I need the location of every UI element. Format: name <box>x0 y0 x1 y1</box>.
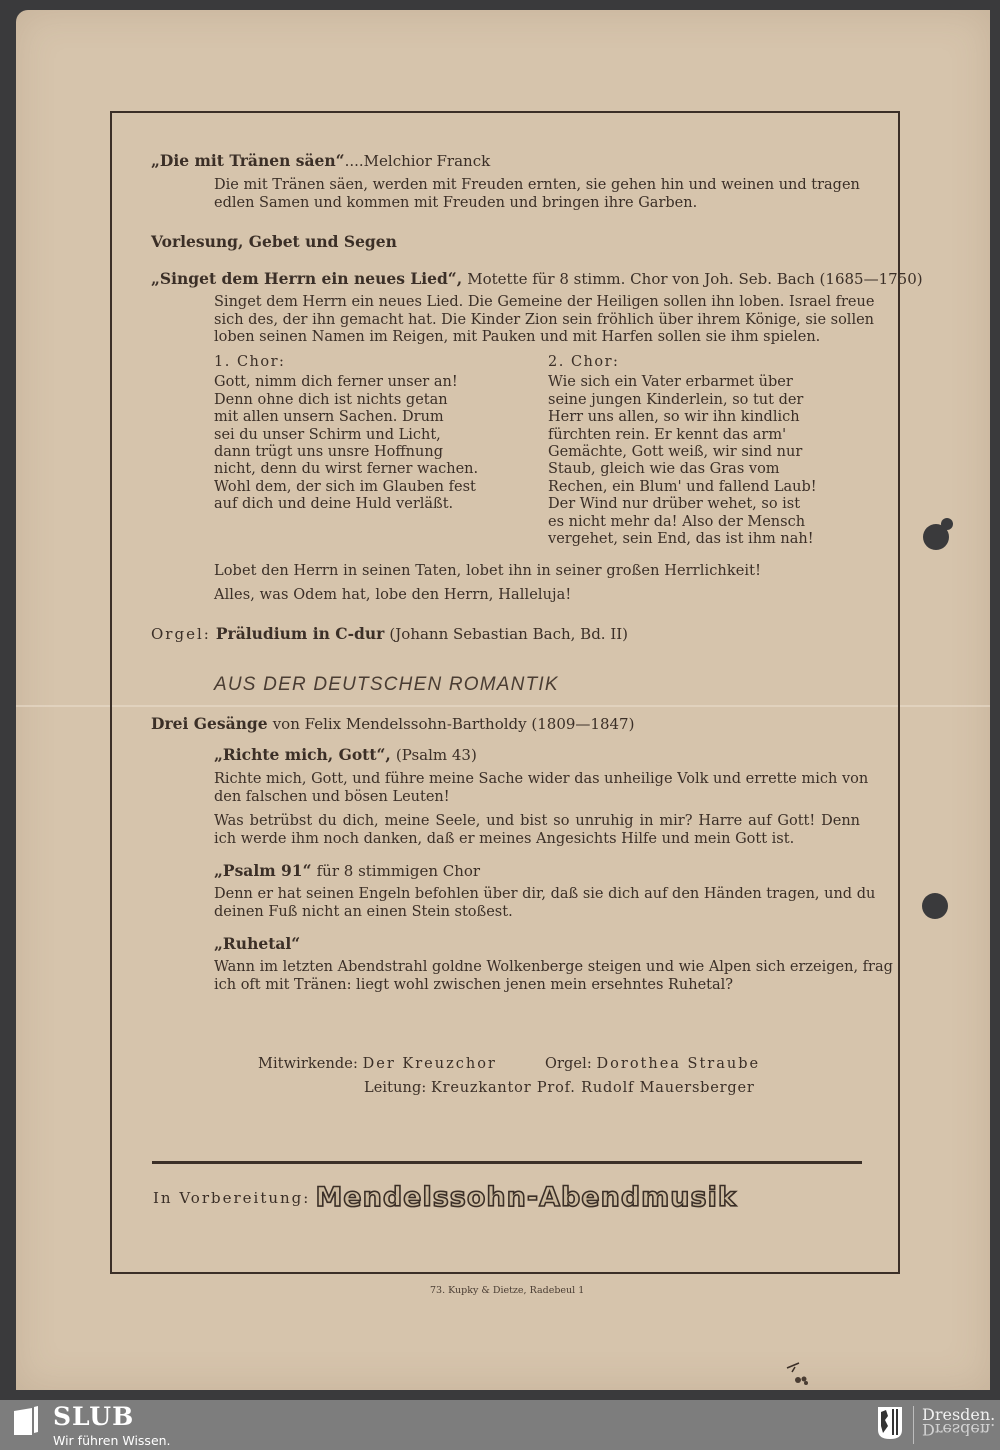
work-title: Drei Gesänge <box>151 714 268 733</box>
song-detail: für 8 stimmigen Chor <box>316 862 481 880</box>
text-line: sich des, der ihn gemacht hat. Die Kinder Zion sein fröhlich über ihrem Könige, sie sollen <box>214 311 875 328</box>
book-logo-icon[interactable] <box>12 1405 42 1437</box>
verse-line: Wohl dem, der sich im Glauben fest <box>214 478 476 495</box>
punch-hole <box>922 893 948 919</box>
choir-label: 2. Chor: <box>548 354 620 370</box>
work-subtitle: von Felix Mendelssohn-Bartholdy (1809—1847) <box>272 715 635 733</box>
printer-imprint: 73. Kupky & Dietze, Radebeul 1 <box>430 1285 585 1296</box>
choir-1-column <box>214 354 478 514</box>
credit-label: Leitung: <box>364 1080 427 1096</box>
closing-line: Lobet den Herrn in seinen Taten, lobet ihn in seiner großen Herrlichkeit! <box>214 563 762 579</box>
verse-line: Gott, nimm dich ferner unser an! <box>214 374 458 391</box>
dresden-crest-icon[interactable] <box>877 1406 903 1440</box>
program-item-organ-prelude <box>151 624 628 643</box>
organist-credit <box>545 1056 760 1074</box>
text-line: ich oft mit Tränen: liegt wohl zwischen jenen mein ersehntes Ruhetal? <box>214 976 734 993</box>
punch-hole <box>923 524 949 550</box>
song-heading <box>214 745 477 764</box>
announcement-title: Mendelssohn-Abendmusik <box>315 1182 737 1213</box>
performers-credit <box>258 1056 497 1074</box>
song-heading <box>214 934 300 953</box>
song-text <box>214 771 869 806</box>
work-title: Präludium in C-dur <box>215 624 385 643</box>
work-title: „Die mit Tränen säen“ <box>151 151 345 170</box>
composer: Melchior Franck <box>363 152 491 170</box>
text-line: den falschen und bösen Leuten! <box>214 788 450 805</box>
verse-line: Gemächte, Gott weiß, wir sind nur <box>548 444 803 461</box>
text-line: Singet dem Herrn ein neues Lied. Die Gemeine der Heiligen sollen ihn loben. Israel freue <box>214 294 875 310</box>
verse-line: sei du unser Schirm und Licht, <box>214 426 441 443</box>
program-item-mendelssohn <box>151 714 634 733</box>
closing-line: Alles, was Odem hat, lobe den Herrn, Halleluja! <box>214 587 572 603</box>
choir-label: 1. Chor: <box>214 354 286 370</box>
credit-label: Mitwirkende: <box>258 1056 358 1072</box>
footer-divider <box>913 1406 914 1444</box>
text-line: Die mit Tränen säen, werden mit Freuden ernten, sie gehen hin und weinen und tragen <box>214 177 860 193</box>
section-heading: AUS DER DEUTSCHEN ROMANTIK <box>214 674 559 695</box>
verse-line: auf dich und deine Huld verläßt. <box>214 496 454 513</box>
dresden-wordmark[interactable]: Dresden. <box>922 1405 996 1424</box>
song-text <box>214 886 876 921</box>
verse-line: Herr uns allen, so wir ihn kindlich <box>548 409 800 426</box>
text-line: Richte mich, Gott, und führe meine Sache wider das unheilige Volk und errette mich von <box>214 771 869 787</box>
leader-dots: .... <box>344 152 364 170</box>
text-line: edlen Samen und kommen mit Freuden und bringen ihre Garben. <box>214 194 698 211</box>
work-text <box>214 294 875 347</box>
text-line: deinen Fuß nicht an einen Stein stoßest. <box>214 903 513 920</box>
library-footer <box>0 1400 1000 1450</box>
verse-line: fürchten rein. Er kennt das arm' <box>548 426 787 443</box>
liturgy-heading: Vorlesung, Gebet und Segen <box>151 232 397 251</box>
credit-value: Der Kreuzchor <box>362 1056 497 1072</box>
verse-line: Staub, gleich wie das Gras vom <box>548 461 780 478</box>
song-detail: (Psalm 43) <box>395 746 477 764</box>
text-line: loben seinen Namen im Reigen, mit Pauken und mit Harfen sollen sie ihm spielen. <box>214 329 821 346</box>
song-title: „Richte mich, Gott“, <box>214 745 391 764</box>
song-title: „Psalm 91“ <box>214 861 312 880</box>
verse-line: Rechen, ein Blum' und fallend Laub! <box>548 478 817 495</box>
dresden-wordmark-reflection: Dresden. <box>922 1420 996 1439</box>
verse-line: vergehet, sein End, das ist ihm nah! <box>548 531 814 548</box>
ink-smudge <box>783 1358 813 1388</box>
instrument-label: Orgel: <box>151 625 211 643</box>
divider-rule <box>152 1161 862 1164</box>
text-line: Was betrübst du dich, meine Seele, und bist so unruhig in mir? Harre auf Gott! Denn <box>214 813 860 829</box>
credit-value: Dorothea Straube <box>596 1056 761 1072</box>
verse-line: Wie sich ein Vater erbarmet über <box>548 374 793 391</box>
direction-credit <box>364 1080 755 1098</box>
slub-tagline: Wir führen Wissen. <box>53 1433 171 1448</box>
verse-line: Der Wind nur drüber wehet, so ist <box>548 496 801 513</box>
song-title: „Ruhetal“ <box>214 934 301 953</box>
verse-line: nicht, denn du wirst ferner wachen. <box>214 461 479 478</box>
text-line: Wann im letzten Abendstrahl goldne Wolkenberge steigen und wie Alpen sich erzeigen, frag <box>214 959 893 975</box>
slub-brand[interactable]: SLUB <box>53 1402 135 1431</box>
verse-line: dann trügt uns unsre Hoffnung <box>214 444 443 461</box>
announcement-label: In Vorbereitung: <box>153 1189 311 1207</box>
work-detail: (Johann Sebastian Bach, Bd. II) <box>389 625 629 643</box>
text-line: Denn er hat seinen Engeln befohlen über dir, daß sie dich auf den Händen tragen, und du <box>214 886 876 902</box>
verse-line: seine jungen Kinderlein, so tut der <box>548 391 804 408</box>
song-heading <box>214 861 480 880</box>
credit-value: Kreuzkantor Prof. Rudolf Mauersberger <box>431 1080 755 1096</box>
verse-line: mit allen unsern Sachen. Drum <box>214 409 444 426</box>
work-text <box>214 177 858 212</box>
work-title: „Singet dem Herrn ein neues Lied“, <box>151 269 463 288</box>
song-text <box>214 959 893 994</box>
credit-label: Orgel: <box>545 1056 592 1072</box>
program-item-franck <box>151 151 490 170</box>
announcement <box>153 1182 737 1213</box>
text-line: ich werde ihm noch danken, daß er meines Angesichts Hilfe und mein Gott ist. <box>214 830 795 847</box>
choir-2-column <box>548 354 817 548</box>
program-item-bach-motet <box>151 269 923 288</box>
verse-line: Denn ohne dich ist nichts getan <box>214 391 448 408</box>
work-subtitle: Motette für 8 stimm. Chor von Joh. Seb. Bach (1685—1750) <box>467 270 923 288</box>
verse-line: es nicht mehr da! Also der Mensch <box>548 513 806 530</box>
song-text <box>214 813 860 848</box>
